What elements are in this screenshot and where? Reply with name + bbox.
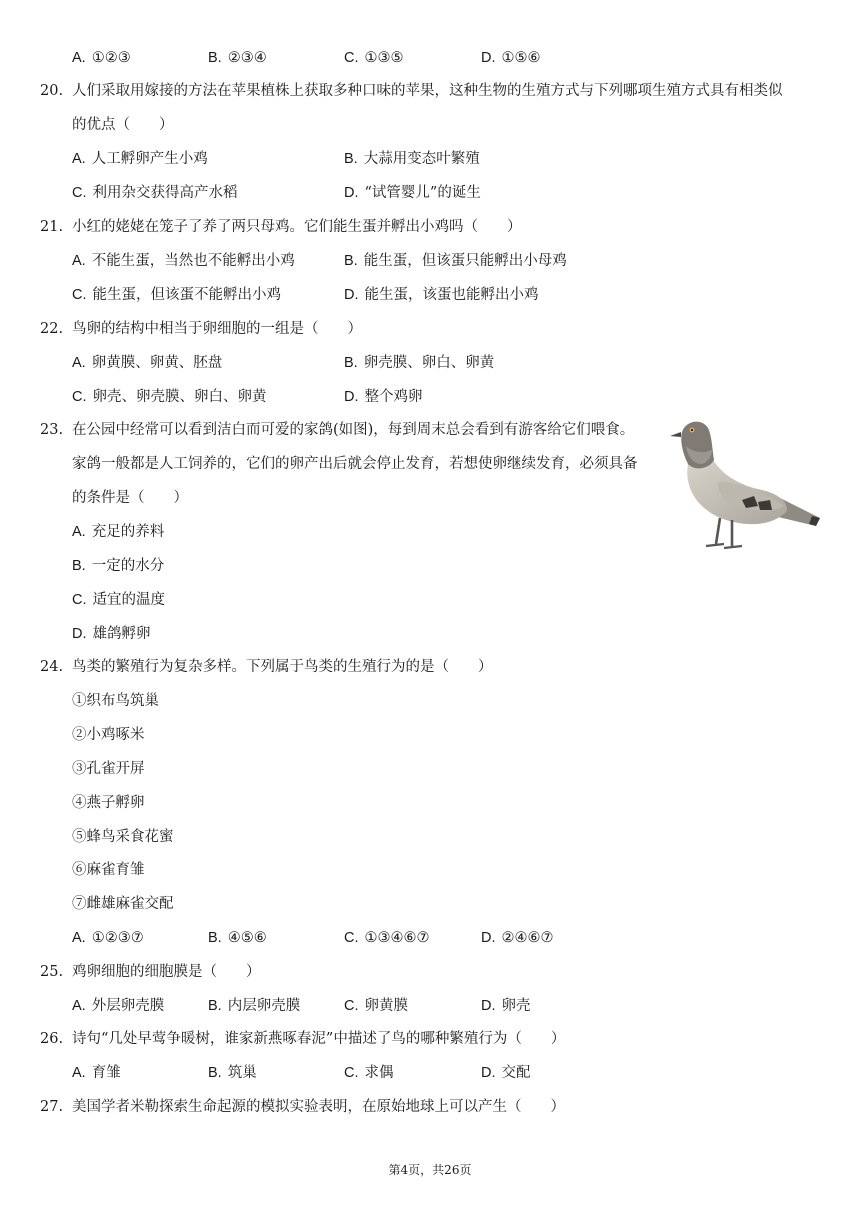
q21-option-d[interactable]: D. 能生蛋，该蛋也能孵出小鸡: [344, 287, 539, 303]
q26-option-b[interactable]: B. 筑巢: [208, 1065, 257, 1081]
q23-option-c[interactable]: C. 适宜的温度: [72, 592, 165, 608]
q24-option-a[interactable]: A. ①②③⑦: [72, 930, 144, 946]
q26-option-a[interactable]: A. 育雏: [72, 1065, 121, 1081]
question-text: 的优点（ ）: [72, 117, 174, 133]
question-text: 小红的姥姥在笼子了养了两只母鸡。它们能生蛋并孵出小鸡吗（ ）: [72, 219, 522, 235]
question-number: 24.: [40, 659, 64, 675]
q20-option-c[interactable]: C. 利用杂交获得高产水稻: [72, 185, 238, 201]
question-text: 人们采取用嫁接的方法在苹果植株上获取多种口味的苹果，这种生物的生殖方式与下列哪项生殖方式具有相类似: [72, 83, 783, 99]
q22-option-c[interactable]: C. 卵壳、卵壳膜、卵白、卵黄: [72, 389, 267, 405]
q22-option-d[interactable]: D. 整个鸡卵: [344, 389, 423, 405]
q20-option-a[interactable]: A. 人工孵卵产生小鸡: [72, 151, 208, 167]
q26-option-c[interactable]: C. 求偶: [344, 1065, 394, 1081]
question-text: 家鸽一般都是人工饲养的，它们的卵产出后就会停止发育，若想使卵继续发育，必须具备: [72, 456, 638, 472]
pigeon-illustration-icon: [662, 406, 822, 566]
q20-option-d[interactable]: D. “试管婴儿”的诞生: [344, 185, 481, 201]
q24-option-d[interactable]: D. ②④⑥⑦: [481, 930, 554, 946]
question-number: 21.: [40, 219, 64, 235]
q25-option-a[interactable]: A. 外层卵壳膜: [72, 998, 165, 1014]
question-text: 鸟卵的结构中相当于卵细胞的一组是（ ）: [72, 321, 362, 337]
q21-option-a[interactable]: A. 不能生蛋，当然也不能孵出小鸡: [72, 253, 295, 269]
q25-option-b[interactable]: B. 内层卵壳膜: [208, 998, 301, 1014]
q21-option-c[interactable]: C. 能生蛋，但该蛋不能孵出小鸡: [72, 287, 281, 303]
question-text: 鸡卵细胞的细胞膜是（ ）: [72, 964, 261, 980]
q21-option-b[interactable]: B. 能生蛋，但该蛋只能孵出小母鸡: [344, 253, 567, 269]
q23-option-d[interactable]: D. 雄鸽孵卵: [72, 626, 151, 642]
q26-option-d[interactable]: D. 交配: [481, 1065, 531, 1081]
q22-option-b[interactable]: B. 卵壳膜、卵白、卵黄: [344, 355, 495, 371]
q25-option-c[interactable]: C. 卵黄膜: [344, 998, 408, 1014]
question-number: 23.: [40, 422, 64, 438]
q19-option-c[interactable]: C. ①③⑤: [344, 50, 404, 66]
question-number: 20.: [40, 83, 64, 99]
q19-option-d[interactable]: D. ①⑤⑥: [481, 50, 541, 66]
question-number: 27.: [40, 1099, 64, 1115]
q20-option-b[interactable]: B. 大蒜用变态叶繁殖: [344, 151, 480, 167]
q19-option-b[interactable]: B. ②③④: [208, 50, 267, 66]
question-text: 的条件是（ ）: [72, 490, 188, 506]
q24-option-c[interactable]: C. ①③④⑥⑦: [344, 930, 430, 946]
question-text: 鸟类的繁殖行为复杂多样。下列属于鸟类的生殖行为的是（ ）: [72, 659, 493, 675]
question-number: 25.: [40, 964, 64, 980]
question-number: 22.: [40, 321, 64, 337]
q23-option-a[interactable]: A. 充足的养料: [72, 524, 165, 540]
q25-option-d[interactable]: D. 卵壳: [481, 998, 531, 1014]
q22-option-a[interactable]: A. 卵黄膜、卵黄、胚盘: [72, 355, 223, 371]
question-number: 26.: [40, 1031, 64, 1047]
page-footer: 第4页，共26页: [388, 1163, 472, 1177]
q19-option-a[interactable]: A. ①②③: [72, 50, 131, 66]
q23-option-b[interactable]: B. 一定的水分: [72, 558, 165, 574]
question-text: 诗句“几处早莺争暖树，谁家新燕啄春泥”中描述了鸟的哪种繁殖行为（ ）: [72, 1031, 566, 1047]
exam-page: A. ①②③ B. ②③④ C. ①③⑤ D. ①⑤⑥ 20. 人们采取用嫁接的方法在苹果植株上获取多种口味的苹果，这种生物的生殖方式与下列哪项生殖方式具有相类似 的优点（ ） A. 人工孵卵产生小鸡 B. 大蒜用变态叶繁殖 C. 利用杂交获得高产水稻 D. “试管婴儿”的诞生 21. 小红的姥姥在笼子了养了两只母鸡。它们能生蛋并孵出小鸡吗（ ） A. 不能生蛋，当然也不能孵出小鸡 B. 能生蛋，但该蛋只能孵出小母鸡 C. 能生蛋，但该蛋不能孵出小鸡 D. 能生蛋，该蛋也能孵出小鸡 22. 鸟卵的结构中相当于卵细胞的一组是（ ） A. 卵黄膜、卵黄、胚盘 B. 卵壳膜、卵白、卵黄 C. 卵壳、卵壳膜、卵白、卵黄 D. 整个鸡卵 23. 在公园中经常可以看到洁白而可爱的家鸽(如图)，每到周末总会看到有游客给它们喂食。 家鸽一般都是人工饲养的，它们的卵产出后就会停止发育，若想使卵继续发育，必须具备 的条件是（ ） A. 充足的养料 B. 一定的水分 C. 适宜的温度 D. 雄鸽孵卵 24. 鸟类的繁殖行为复杂多样。下列属于鸟类的生殖行为的是（ ） ①织布鸟筑巢 ②小鸡啄米 ③孔雀开屏 ④燕子孵卵 ⑤蜂鸟采食花蜜 ⑥麻雀育雏 ⑦雌雄麻雀交配 A. ①②③⑦ B. ④⑤⑥ C. ①③④⑥⑦ D. ②④⑥⑦ 25. 鸡卵细胞的细胞膜是（ ） A. 外层卵壳膜 B. 内层卵壳膜 C. 卵黄膜 D. 卵壳 26. 诗句“几处早莺争暖树，谁家新燕啄春泥”中描述了鸟的哪种繁殖行为（ ） A. 育雏 B. 筑巢 C. 求偶 D. 交配 27. 美国学者米勒探索生命起源的模拟实验表明，在原始地球上可以产生（ ） 第4页，共26页: [0, 0, 860, 1216]
question-text: 在公园中经常可以看到洁白而可爱的家鸽(如图)，每到周末总会看到有游客给它们喂食。: [72, 422, 635, 438]
question-text: 美国学者米勒探索生命起源的模拟实验表明，在原始地球上可以产生（ ）: [72, 1099, 565, 1115]
q24-option-b[interactable]: B. ④⑤⑥: [208, 930, 267, 946]
